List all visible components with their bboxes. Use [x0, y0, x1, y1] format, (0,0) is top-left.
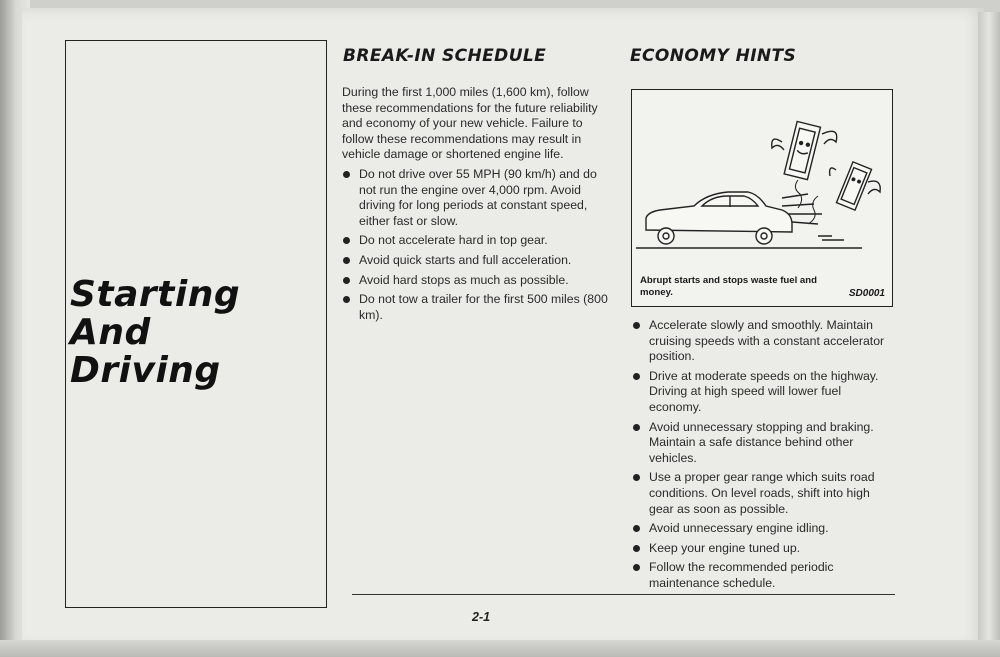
economy-list [632, 318, 888, 592]
chapter-title-line: Starting [70, 274, 241, 315]
list-item [632, 470, 888, 517]
list-item [632, 521, 888, 537]
break-in-section [342, 85, 610, 327]
bullet-icon [633, 373, 640, 380]
illustration-code: SD0001 [848, 288, 885, 299]
economy-section [632, 318, 888, 596]
bullet-icon [633, 525, 640, 532]
bullet-icon [343, 171, 350, 178]
list-item-text: Accelerate slowly and smoothly. Maintain cruising speeds with a constant accelerator position. [649, 318, 885, 364]
list-item [342, 233, 610, 249]
break-in-heading: BREAK-IN SCHEDULE [343, 46, 547, 66]
bullet-icon [633, 424, 640, 431]
list-item [632, 369, 888, 416]
illustration-caption: Abrupt starts and stops waste fuel and money. [640, 275, 817, 298]
bullet-icon [633, 564, 640, 571]
list-item-text: Keep your engine tuned up. [649, 540, 801, 555]
list-item [632, 318, 888, 365]
chapter-title [70, 276, 320, 390]
list-item [342, 167, 610, 229]
page-number: 2-1 [472, 610, 491, 624]
break-in-list [342, 167, 610, 323]
chapter-title-line: And [70, 312, 151, 353]
list-item [632, 420, 888, 467]
list-item-text: Do not drive over 55 MPH (90 km/h) and do not run the engine over 4,000 rpm. Avoid driving for long periods at constant speed, either fast or slow. [359, 166, 597, 228]
list-item-text: Avoid unnecessary stopping and braking. Maintain a safe distance behind other vehicles. [649, 419, 874, 465]
list-item [342, 253, 610, 269]
bullet-icon [343, 257, 350, 264]
list-item-text: Avoid unnecessary engine idling. [649, 521, 829, 536]
page-edge [978, 12, 1000, 642]
list-item [632, 541, 888, 557]
list-item [342, 292, 610, 323]
list-item-text: Drive at moderate speeds on the highway. Driving at high speed will lower fuel economy. [649, 368, 879, 414]
list-item-text: Follow the recommended periodic maintenance schedule. [649, 560, 834, 590]
list-item [632, 560, 888, 591]
list-item-text: Avoid quick starts and full acceleration. [359, 252, 572, 267]
economy-illustration [631, 89, 893, 307]
list-item-text: Use a proper gear range which suits road conditions. On level roads, shift into high gear as soon as possible. [649, 470, 875, 516]
footer-rule [352, 594, 895, 595]
bullet-icon [343, 237, 350, 244]
break-in-intro: During the first 1,000 miles (1,600 km), follow these recommendations for the future reliability and economy of your new vehicle. Failure to follow these recommendations may result in vehicle damage or shortened engine life. [342, 85, 598, 162]
list-item-text: Avoid hard stops as much as possible. [359, 272, 569, 287]
bullet-icon [343, 296, 350, 303]
chapter-title-line: Driving [70, 350, 221, 391]
list-item [342, 273, 610, 289]
bullet-icon [633, 474, 640, 481]
bullet-icon [633, 322, 640, 329]
economy-heading: ECONOMY HINTS [630, 46, 797, 66]
page-bottom-shadow [0, 640, 1000, 657]
bullet-icon [343, 277, 350, 284]
list-item-text: Do not accelerate hard in top gear. [359, 233, 548, 248]
list-item-text: Do not tow a trailer for the first 500 miles (800 km). [359, 292, 608, 322]
bullet-icon [633, 545, 640, 552]
